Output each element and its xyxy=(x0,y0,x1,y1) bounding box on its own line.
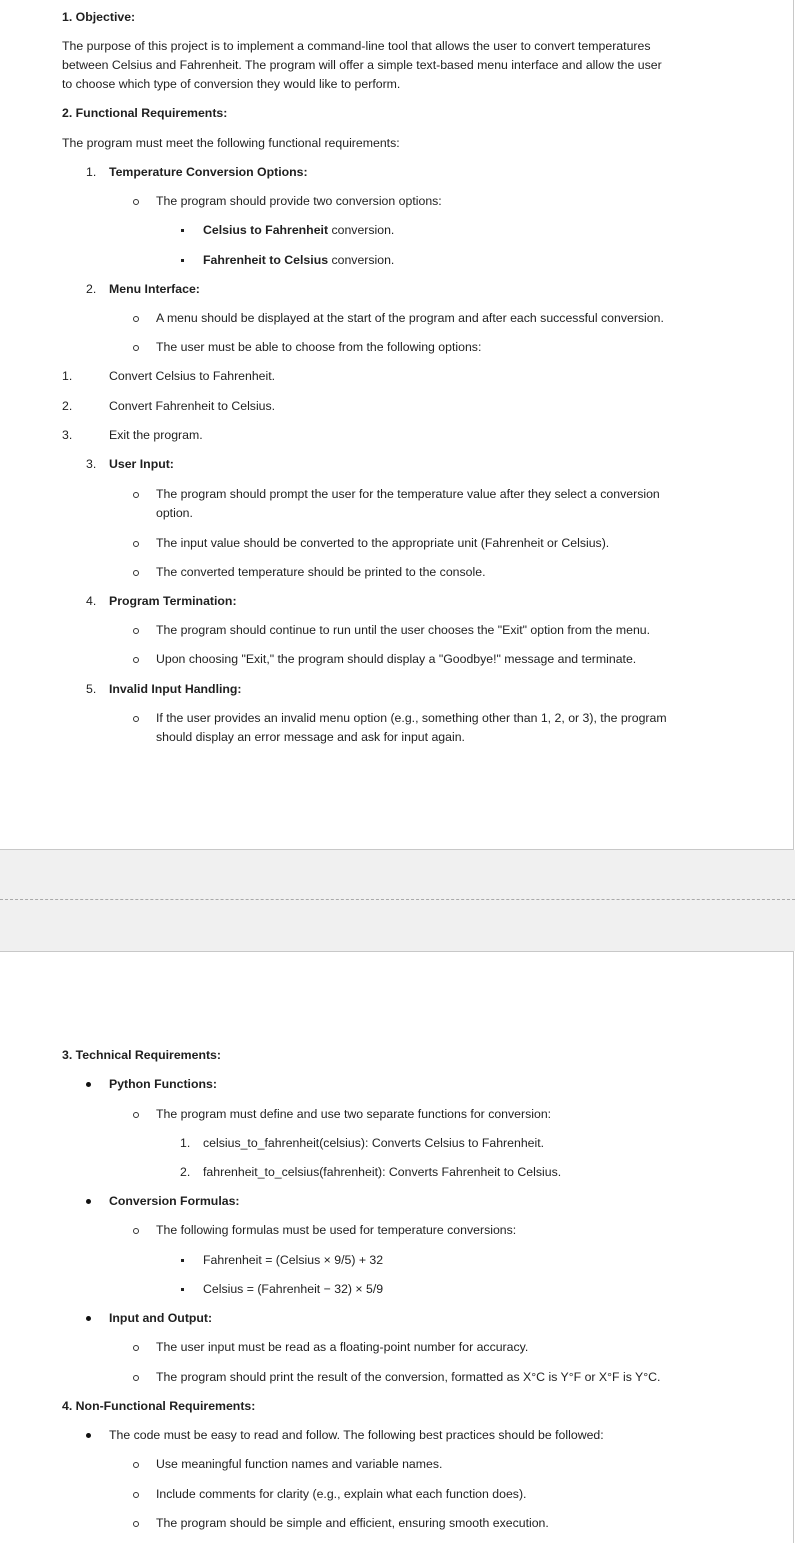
objective-line-3: to choose which type of conversion they would like to perform. xyxy=(62,77,401,91)
nonfunctional-item-3: The program should be simple and efficient, ensuring smooth execution. xyxy=(156,1516,549,1530)
bullet-circle-icon xyxy=(133,1521,139,1527)
objective-line-1: The purpose of this project is to implement a command-line tool that allows the user to convert temperatures xyxy=(62,39,651,53)
bullet-circle-icon xyxy=(133,492,139,498)
bullet-circle-icon xyxy=(133,628,139,634)
function-2-number: 2. xyxy=(180,1165,191,1179)
formula-2: Celsius = (Fahrenheit − 32) × 5/9 xyxy=(203,1282,384,1296)
menu-item-2: Convert Fahrenheit to Celsius. xyxy=(109,399,276,413)
req1-option-1: Celsius to Fahrenheit conversion. xyxy=(203,223,395,237)
bullet-circle-icon xyxy=(133,541,139,547)
req4-number: 4. xyxy=(86,594,97,608)
bullet-circle-icon xyxy=(133,1462,139,1468)
req3-bullet-2: The input value should be converted to the appropriate unit (Fahrenheit or Celsius). xyxy=(156,536,610,550)
bullet-dot-icon xyxy=(86,1199,91,1204)
bullet-circle-icon xyxy=(133,199,139,205)
bullet-dot-icon xyxy=(86,1316,91,1321)
req4-bullet-2: Upon choosing "Exit," the program should display a "Goodbye!" message and terminate. xyxy=(156,652,637,666)
menu-item-3-number: 3. xyxy=(62,428,73,442)
python-functions-title: Python Functions: xyxy=(109,1077,217,1091)
req5-title: Invalid Input Handling: xyxy=(109,682,242,696)
functional-intro: The program must meet the following functional requirements: xyxy=(62,136,400,150)
bullet-circle-icon xyxy=(133,570,139,576)
function-1-number: 1. xyxy=(180,1136,191,1150)
req3-number: 3. xyxy=(86,457,97,471)
menu-item-1: Convert Celsius to Fahrenheit. xyxy=(109,369,276,383)
python-functions-bullet: The program must define and use two separate functions for conversion: xyxy=(156,1107,552,1121)
req1-bullet: The program should provide two conversion options: xyxy=(156,194,442,208)
objective-heading: 1. Objective: xyxy=(62,10,136,24)
req2-bullet-1: A menu should be displayed at the start of the program and after each successful conversion. xyxy=(156,311,664,325)
req3-bullet-1-line-2: option. xyxy=(156,506,193,520)
req4-bullet-1: The program should continue to run until the user chooses the "Exit" option from the menu. xyxy=(156,623,651,637)
bullet-circle-icon xyxy=(133,1228,139,1234)
bullet-circle-icon xyxy=(133,1345,139,1351)
bullet-circle-icon xyxy=(133,1375,139,1381)
req3-bullet-1-line-1: The program should prompt the user for the temperature value after they select a conversion xyxy=(156,487,660,501)
function-2: fahrenheit_to_celsius(fahrenheit): Converts Fahrenheit to Celsius. xyxy=(203,1165,562,1179)
req5-bullet-line-1: If the user provides an invalid menu option (e.g., something other than 1, 2, or 3), the program xyxy=(156,711,667,725)
req5-number: 5. xyxy=(86,682,97,696)
page-break-line xyxy=(0,899,795,900)
bullet-dot-icon xyxy=(86,1082,91,1087)
bullet-square-icon xyxy=(181,1259,184,1262)
req5-bullet-line-2: should display an error message and ask for input again. xyxy=(156,730,465,744)
document-page-2 xyxy=(0,951,794,1543)
bullet-square-icon xyxy=(181,229,184,232)
bullet-circle-icon xyxy=(133,345,139,351)
req3-bullet-3: The converted temperature should be printed to the console. xyxy=(156,565,486,579)
req1-title: Temperature Conversion Options: xyxy=(109,165,308,179)
formula-1: Fahrenheit = (Celsius × 9/5) + 32 xyxy=(203,1253,384,1267)
req2-bullet-2: The user must be able to choose from the following options: xyxy=(156,340,482,354)
technical-heading: 3. Technical Requirements: xyxy=(62,1048,221,1062)
functional-heading: 2. Functional Requirements: xyxy=(62,106,228,120)
bullet-circle-icon xyxy=(133,316,139,322)
menu-item-3: Exit the program. xyxy=(109,428,203,442)
input-output-bullet-2: The program should print the result of the conversion, formatted as X°C is Y°F or X°F is Y°C. xyxy=(156,1370,661,1384)
bullet-dot-icon xyxy=(86,1433,91,1438)
nonfunctional-item-1: Use meaningful function names and variable names. xyxy=(156,1457,443,1471)
page-break-gap xyxy=(0,850,795,951)
bullet-square-icon xyxy=(181,259,184,262)
function-1: celsius_to_fahrenheit(celsius): Converts Celsius to Fahrenheit. xyxy=(203,1136,545,1150)
req4-title: Program Termination: xyxy=(109,594,237,608)
bullet-circle-icon xyxy=(133,657,139,663)
bullet-circle-icon xyxy=(133,1112,139,1118)
nonfunctional-item-2: Include comments for clarity (e.g., explain what each function does). xyxy=(156,1487,527,1501)
req2-number: 2. xyxy=(86,282,97,296)
bullet-square-icon xyxy=(181,1288,184,1291)
input-output-title: Input and Output: xyxy=(109,1311,213,1325)
bullet-circle-icon xyxy=(133,716,139,722)
req3-title: User Input: xyxy=(109,457,174,471)
menu-item-2-number: 2. xyxy=(62,399,73,413)
req1-number: 1. xyxy=(86,165,97,179)
objective-line-2: between Celsius and Fahrenheit. The program will offer a simple text-based menu interface and allow the user xyxy=(62,58,662,72)
nonfunctional-bullet: The code must be easy to read and follow. The following best practices should be followed: xyxy=(109,1428,604,1442)
conversion-formulas-bullet: The following formulas must be used for temperature conversions: xyxy=(156,1223,517,1237)
nonfunctional-heading: 4. Non-Functional Requirements: xyxy=(62,1399,256,1413)
conversion-formulas-title: Conversion Formulas: xyxy=(109,1194,240,1208)
bullet-circle-icon xyxy=(133,1492,139,1498)
req2-title: Menu Interface: xyxy=(109,282,200,296)
req1-option-2: Fahrenheit to Celsius conversion. xyxy=(203,253,395,267)
menu-item-1-number: 1. xyxy=(62,369,73,383)
input-output-bullet-1: The user input must be read as a floating-point number for accuracy. xyxy=(156,1340,529,1354)
